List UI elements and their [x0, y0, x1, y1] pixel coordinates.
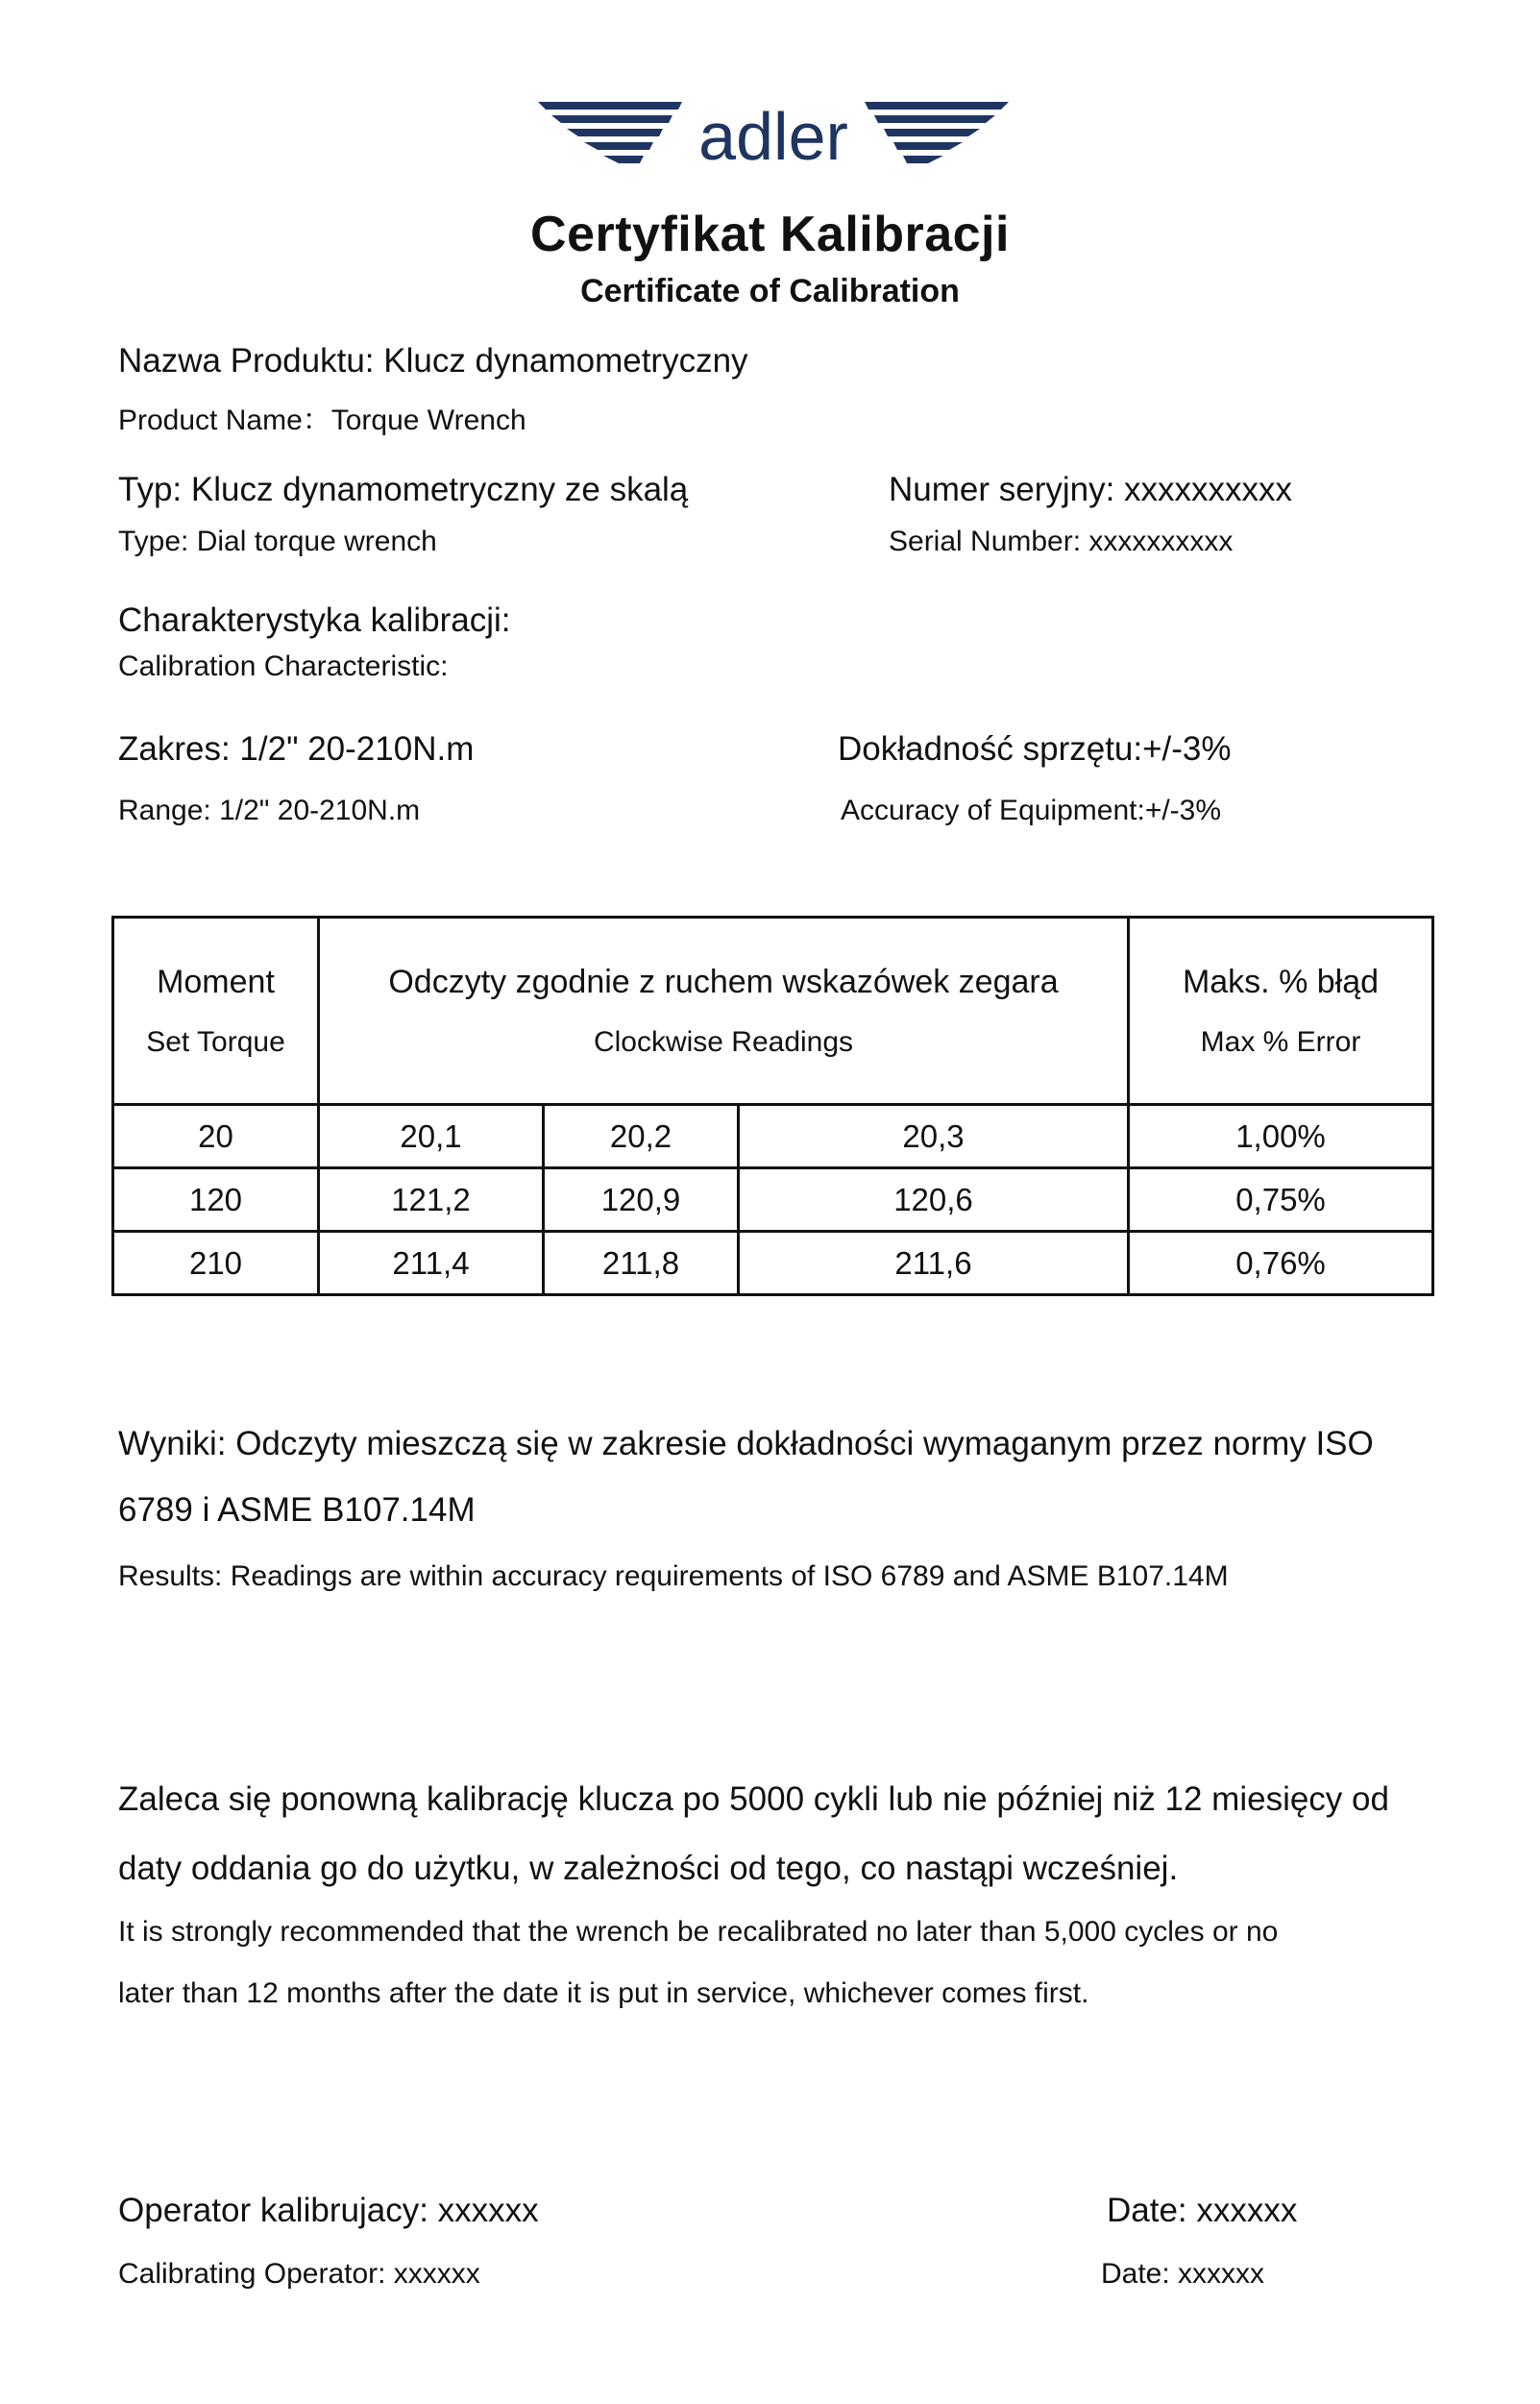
cell-max-error: 0,76% — [1129, 1232, 1433, 1295]
accuracy-en: Accuracy of Equipment:+/-3% — [841, 795, 1222, 826]
results-en: Results: Readings are within accuracy requirements of ISO 6789 and ASME B107.14M — [118, 1560, 1229, 1592]
table-header-row — [113, 918, 1433, 1105]
header-label-en: Max % Error — [1200, 1025, 1361, 1058]
cell-reading-3: 120,6 — [739, 1168, 1129, 1232]
header-max-error — [1129, 918, 1433, 1105]
calibrating-operator-en: Calibrating Operator: xxxxxx — [118, 2258, 480, 2290]
cell-torque: 120 — [113, 1168, 319, 1232]
recommendation-en-line-2: later than 12 months after the date it is put in service, whichever comes first. — [118, 1977, 1089, 2009]
table-row — [113, 1232, 1433, 1295]
date-pl: Date: xxxxxx — [1107, 2192, 1298, 2229]
serial-number-en: Serial Number: xxxxxxxxxx — [889, 526, 1234, 557]
cell-reading-1: 121,2 — [319, 1168, 544, 1232]
cell-max-error: 0,75% — [1129, 1168, 1433, 1232]
calibrating-operator-pl: Operator kalibrujacy: xxxxxx — [118, 2192, 539, 2229]
header-label-pl: Moment — [157, 963, 275, 1000]
cell-reading-2: 20,2 — [544, 1105, 739, 1168]
type-en: Type: Dial torque wrench — [118, 526, 437, 557]
product-name-pl: Nazwa Produktu: Klucz dynamometryczny — [118, 342, 748, 380]
cell-reading-2: 120,9 — [544, 1168, 739, 1232]
adler-logo — [538, 100, 1009, 169]
cell-reading-3: 211,6 — [739, 1232, 1129, 1295]
cell-reading-1: 20,1 — [319, 1105, 544, 1168]
range-en: Range: 1/2" 20-210N.m — [118, 795, 421, 826]
calibration-characteristic-pl: Charakterystyka kalibracji: — [118, 601, 511, 639]
cell-max-error: 1,00% — [1129, 1105, 1433, 1168]
recommendation-pl-line-1: Zaleca się ponowną kalibrację klucza po 5000 cykli lub nie później niż 12 miesięcy od — [118, 1780, 1389, 1818]
header-label-en: Clockwise Readings — [593, 1025, 854, 1058]
table-row — [113, 1105, 1433, 1168]
header-label-pl: Maks. % błąd — [1182, 963, 1380, 1000]
type-pl: Typ: Klucz dynamometryczny ze skalą — [118, 471, 689, 508]
results-pl-line-2: 6789 i ASME B107.14M — [118, 1491, 476, 1529]
recommendation-pl-line-2: daty oddania go do użytku, w zależności od tego, co nastąpi wcześniej. — [118, 1850, 1179, 1887]
header-label-pl: Odczyty zgodnie z ruchem wskazówek zegara — [388, 963, 1059, 1000]
certificate-title: Certyfikat Kalibracji — [530, 207, 1010, 262]
range-pl: Zakres: 1/2" 20-210N.m — [118, 730, 475, 768]
cell-torque: 210 — [113, 1232, 319, 1295]
recommendation-en-line-1: It is strongly recommended that the wrench be recalibrated no later than 5,000 cycles or no — [118, 1916, 1279, 1948]
serial-number-pl: Numer seryjny: xxxxxxxxxx — [889, 471, 1293, 508]
logo-wing-left-icon — [538, 102, 682, 163]
header-label-en: Set Torque — [146, 1025, 285, 1058]
calibration-table — [111, 916, 1434, 1296]
cell-torque: 20 — [113, 1105, 319, 1168]
calibration-characteristic-en: Calibration Characteristic: — [118, 650, 449, 682]
date-en: Date: xxxxxx — [1101, 2258, 1265, 2290]
table-row — [113, 1168, 1433, 1232]
header-set-torque — [113, 918, 319, 1105]
header-clockwise-readings — [319, 918, 1129, 1105]
logo-wing-right-icon — [865, 102, 1009, 163]
cell-reading-2: 211,8 — [544, 1232, 739, 1295]
accuracy-pl: Dokładność sprzętu:+/-3% — [838, 730, 1232, 768]
logo-wordmark: adler — [698, 100, 848, 169]
cell-reading-3: 20,3 — [739, 1105, 1129, 1168]
certificate-subtitle: Certificate of Calibration — [580, 273, 960, 309]
cell-reading-1: 211,4 — [319, 1232, 544, 1295]
results-pl-line-1: Wyniki: Odczyty mieszczą się w zakresie dokładności wymaganym przez normy ISO — [118, 1425, 1374, 1462]
product-name-en: Product Name：Torque Wrench — [118, 405, 526, 436]
